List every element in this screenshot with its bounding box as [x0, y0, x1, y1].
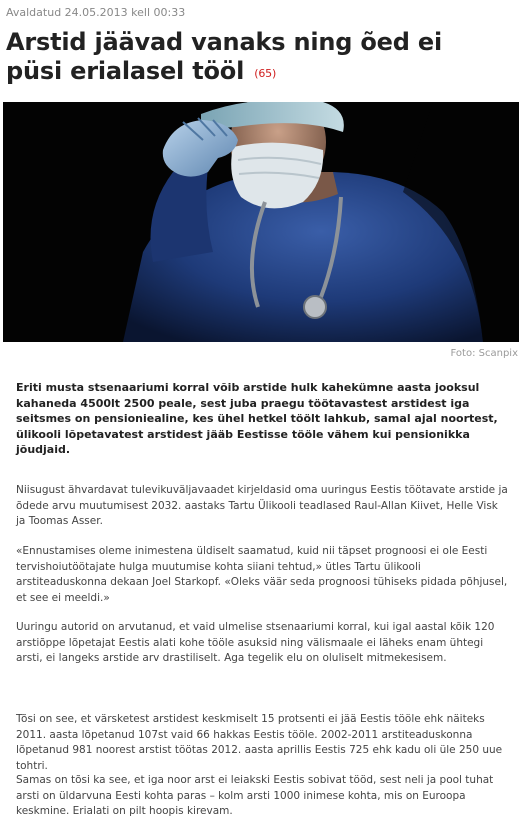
- article-lead: Eriti musta stsenaariumi korral võib arstide hulk kahekümne aasta jooksul kahaneda 4500lt 2500 peale, sest juba praegu töötavastest arstidest iga seitsmes on pensioniealine, kes ühel hetkel töölt lahkub, samal ajal noortest, ülikooli lõpetavatest arstidest jääb Eestisse tööle vähem kui pensionikka jõudjaid.: [16, 381, 498, 456]
- article-paragraph: Uuringu autorid on arvutanud, et vaid ulmelise stsenaariumi korral, kui igal aastal kõik 120 arstiõppe lõpetajat Eestis alati kohe tööle asuksid ning välismaale ei läheks enam ühtegi arsti, ei langeks arstide arv drastiliselt. Aga tegelik elu on oluliselt mitmekesisem.: [16, 621, 495, 664]
- article-paragraph: Tõsi on see, et värsketest arstidest keskmiselt 15 protsenti ei jää Eestis tööle ehk näiteks 2011. aasta lõpetanud 107st vaid 66 hakkas Eestis tööle. 2002-2011 arstiteaduskonna lõpetanud 981 noorest arstist töötas 2012. aasta aprillis Eestis 725 ehk kadu oli üle 250 uue tohtri.: [16, 713, 503, 772]
- comment-count-link[interactable]: (65): [254, 67, 277, 80]
- article-title-text: Arstid jäävad vanaks ning õed ei püsi erialasel tööl: [6, 28, 442, 85]
- publish-date: Avaldatud 24.05.2013 kell 00:33: [6, 6, 186, 19]
- doctor-photo: [3, 102, 519, 342]
- article-paragraph: Niisugust ähvardavat tulevikuväljavaadet kirjeldasid oma uuringus Eestis töötavate arstide ja õdede arvu muutumisest 2032. aastaks Tartu Ülikooli teadlased Raul-Allan Kiivet, Helle Visk ja Toomas Asser.: [16, 484, 508, 527]
- photo-credit: Foto: Scanpix: [450, 348, 518, 359]
- article-photo: [3, 102, 519, 342]
- article-title: [6, 28, 506, 88]
- article-paragraph: Samas on tõsi ka see, et iga noor arst ei leiakski Eestis sobivat tööd, sest neli ja pool tuhat arsti on üldarvuna Eesti kohta paras – kolm arsti 1000 inimese kohta, mis on Euroopa keskmine. Erialati on pilt hoopis kirevam.: [16, 774, 494, 817]
- article-paragraph: «Ennustamises oleme inimestena üldiselt saamatud, kuid nii täpset prognoosi ei ole Eesti tervishoiutöötajate hulga muutumise kohta siiani tehtud,» ütles Tartu ülikooli arstiteaduskonna dekaan Joel Starkopf. «Oleks väär seda prognoosi tühiseks pidada põhjusel, et see ei meeldi.»: [16, 545, 508, 604]
